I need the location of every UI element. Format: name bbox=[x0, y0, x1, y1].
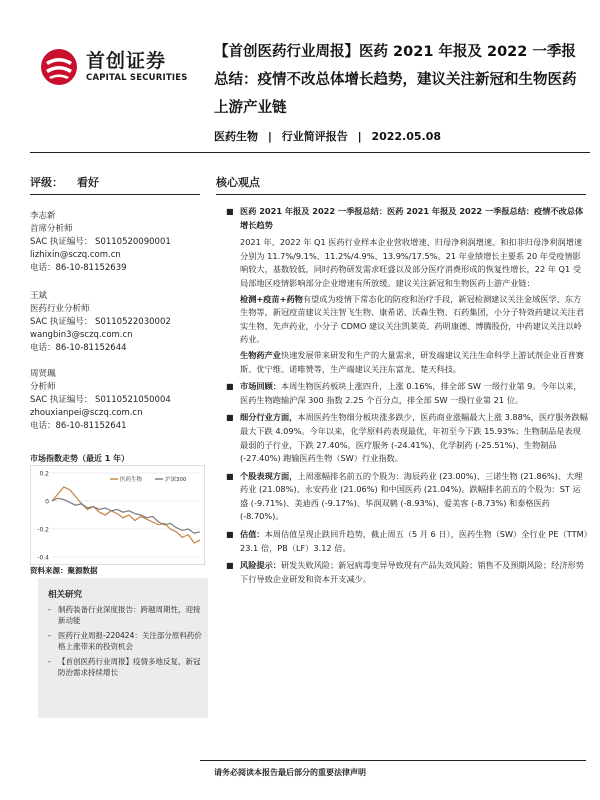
analyst-email[interactable]: lizhixin@sczq.com.cn bbox=[30, 250, 121, 260]
analyst-cert: SAC 执证编号： S0110520090001 bbox=[30, 237, 171, 247]
footer-disclaimer: 请务必阅读本报告最后部分的重要法律声明 bbox=[214, 768, 366, 777]
report-subline bbox=[214, 128, 441, 144]
y-tick-label: -0.2 bbox=[37, 526, 49, 534]
footer-divider bbox=[200, 760, 586, 761]
separator: | bbox=[357, 130, 362, 143]
paragraph: 2021 年、2022 年 Q1 医药行业样本企业营收增速、归母净利润增速、和扣非归母净利润增速分别为 11.7%/9.1%、11.2%/4.9%、13.9%/17.5%。21 年业绩增长主要系 20 年受疫情影响较大，基数较低，同时药物研发需求旺盛以及部分医疗消费形成的恢复性增长，22 年 Q1 受局部地区疫情影响部分企业增速有所放缓。建议关注新冠和生物医药上游产业链： bbox=[240, 237, 583, 288]
bullet-market-review bbox=[216, 380, 588, 407]
para-text: 快速发展带来研发和生产的大量需求，研发端建议关注生命科学上游试剂企业百普赛斯、优宁维、诺唯赞等，生产端建议关注东富龙、楚天科技。 bbox=[240, 349, 584, 374]
legend-label: 医药生物 bbox=[120, 477, 143, 483]
analyst-card bbox=[30, 210, 205, 275]
analyst-phone: 电话：86-10-81152639 bbox=[30, 263, 127, 273]
bullet-lead: 医药 2021 年报及 2022 一季报总结：医药 2021 年报及 2022 一季报总结：疫情不改总体增长趋势 bbox=[240, 206, 584, 230]
bullet-text: 本周医药生物细分板块涨多跌少，医药商业涨幅最大上涨 3.88%，医疗服务跌幅最大下跌 4.09%。今年以来，化学原料药表现最优，年初至今下跌 15.93%；生物制品是表现最弱的子行业，下跌 27.40%。医疗服务 (-24.41%)、化学制药 (-25.51%)、生物制品 (-27.40%) 跑输医药生物（SW）行业指数。 bbox=[240, 412, 588, 464]
related-list bbox=[48, 604, 202, 678]
bullet-text: 本周生物医药板块上涨四升，上涨 0.16%，排全部 SW 一级行业第 9。今年以来，医药生物跑输沪深 300 指数 2.25 个百分点，排全部 SW 一级行业第 21 位。 bbox=[240, 381, 582, 405]
para-lead: 生物药产业 bbox=[240, 349, 281, 360]
separator: | bbox=[267, 130, 272, 143]
bullet-text: 本周估值呈现止跌回升趋势，截止周五（5 月 6 日），医药生物（SW）全行业 PE（TTM）23.1 倍，PB（LF）3.12 倍。 bbox=[240, 529, 588, 553]
bullet-lead: 市场回顾： bbox=[240, 381, 281, 392]
index-trend-chart bbox=[30, 465, 205, 565]
bullet-icon: ■ bbox=[226, 471, 234, 481]
bullet-lead: 个股表现方面， bbox=[240, 470, 298, 481]
analyst-cert: SAC 执证编号： S0110522030002 bbox=[30, 317, 171, 327]
chart-source: 资料来源：聚源数据 bbox=[30, 566, 98, 575]
analyst-card bbox=[30, 290, 205, 355]
analyst-email[interactable]: wangbin3@sczq.com.cn bbox=[30, 330, 133, 340]
bullet-icon: ■ bbox=[226, 530, 234, 540]
bullet-lead: 细分行业方面， bbox=[240, 412, 298, 423]
y-tick-label: 0 bbox=[45, 498, 49, 506]
rating bbox=[30, 174, 99, 190]
analyst-card bbox=[30, 368, 205, 433]
report-title: 【首创医药行业周报】医药 2021 年报及 2022 一季报总结：疫情不改总体增长趋势，建议关注新冠和生物医药上游产业链 bbox=[214, 44, 577, 116]
bullet-icon: ■ bbox=[226, 413, 234, 423]
bullet-icon: ■ bbox=[226, 561, 234, 571]
related-item[interactable]: - 医药行业周报-220424：关注部分原料药价格上涨带来的投资机会 bbox=[48, 630, 202, 652]
para-text: 有望成为疫情下常态化的防疫和治疗手段，新冠检测建议关注金域医学、东方生物等，新冠疫苗建议关注智飞生物、康希诺、沃森生物、石药集团，小分子特效药建议关注君实生物、先声药业，小分子 CDMO 建议关注凯莱英、药明康德、博腾股份，中药建议关注以岭药业。 bbox=[240, 293, 584, 345]
bullet-icon: ■ bbox=[226, 207, 234, 216]
bullet-text: 上周涨幅排名前五的个股为：海辰药业 (23.00%)、三诺生物 (21.86%)、大理药业 (21.08%)、永安药业 (21.06%) 和中国医药 (21.04%)。跌幅排名前五的个股为：ST 运盛 (-9.71%)、美迪西 (-9.17%)、华润双鹤 (-8.93%)、爱美客 (-8.73%) 和泰格医药 (-8.70%)。 bbox=[240, 470, 583, 522]
logo-text-cn: 首创证券 bbox=[86, 50, 167, 72]
paragraph bbox=[216, 349, 588, 376]
bullet-valuation bbox=[216, 528, 588, 555]
para-lead: 检测+疫苗+药物 bbox=[240, 293, 303, 304]
analyst-role: 首席分析师 bbox=[30, 224, 73, 234]
analyst-email[interactable]: zhouxianpei@sczq.com.cn bbox=[30, 408, 143, 418]
report-type: 行业简评报告 bbox=[281, 130, 348, 143]
bullet-lead: 风险提示： bbox=[240, 560, 281, 571]
analyst-phone: 电话：86-10-81152641 bbox=[30, 421, 127, 431]
related-item[interactable]: - 制药装备行业深度报告：跨越周期性，迎接新动能 bbox=[48, 604, 202, 626]
analyst-name: 周贤珮 bbox=[30, 369, 56, 379]
analyst-name: 李志新 bbox=[30, 211, 56, 221]
bullet-lead: 估值： bbox=[240, 529, 265, 540]
analyst-phone: 电话：86-10-81152644 bbox=[30, 343, 127, 353]
core-body bbox=[216, 205, 588, 590]
core-title: 核心观点 bbox=[216, 176, 260, 189]
bullet-text: 研发失败风险；新冠病毒变异导致现有产品失效风险；销售不及预期风险；经济形势下行导致企业研发和资本开支减少。 bbox=[240, 560, 584, 584]
bullet-risk bbox=[216, 559, 588, 586]
logo-text-en: CAPITAL SECURITIES bbox=[86, 73, 188, 83]
right-divider bbox=[216, 194, 586, 195]
report-date: 2022.05.08 bbox=[371, 130, 442, 143]
y-tick-label: -0.4 bbox=[37, 554, 49, 562]
bullet-subsector bbox=[216, 411, 588, 465]
bullet-icon: ■ bbox=[226, 382, 234, 392]
left-divider bbox=[30, 194, 200, 195]
legend-label: 沪深300 bbox=[165, 477, 187, 483]
y-tick-label: 0.2 bbox=[39, 470, 49, 478]
bullet-stocks bbox=[216, 470, 588, 524]
chart-title: 市场指数走势（最近 1 年） bbox=[30, 454, 130, 463]
related-research-box bbox=[38, 578, 208, 718]
rating-value: 看好 bbox=[77, 176, 99, 189]
bullet-summary bbox=[216, 205, 588, 232]
analyst-name: 王斌 bbox=[30, 291, 48, 301]
logo-mark-icon bbox=[40, 48, 78, 86]
analyst-role: 分析师 bbox=[30, 382, 56, 392]
rating-label: 评级： bbox=[30, 176, 63, 189]
related-title: 相关研究 bbox=[48, 590, 83, 600]
related-item[interactable]: - 【首创医药行业周报】疫情多地反复，新冠防治需求持续增长 bbox=[48, 656, 202, 678]
header-divider bbox=[30, 152, 590, 153]
paragraph bbox=[216, 293, 588, 347]
analyst-role: 医药行业分析师 bbox=[30, 304, 90, 314]
analyst-cert: SAC 执证编号： S0110521050004 bbox=[30, 395, 171, 405]
company-logo bbox=[40, 44, 210, 94]
sector-label: 医药生物 bbox=[214, 130, 258, 143]
